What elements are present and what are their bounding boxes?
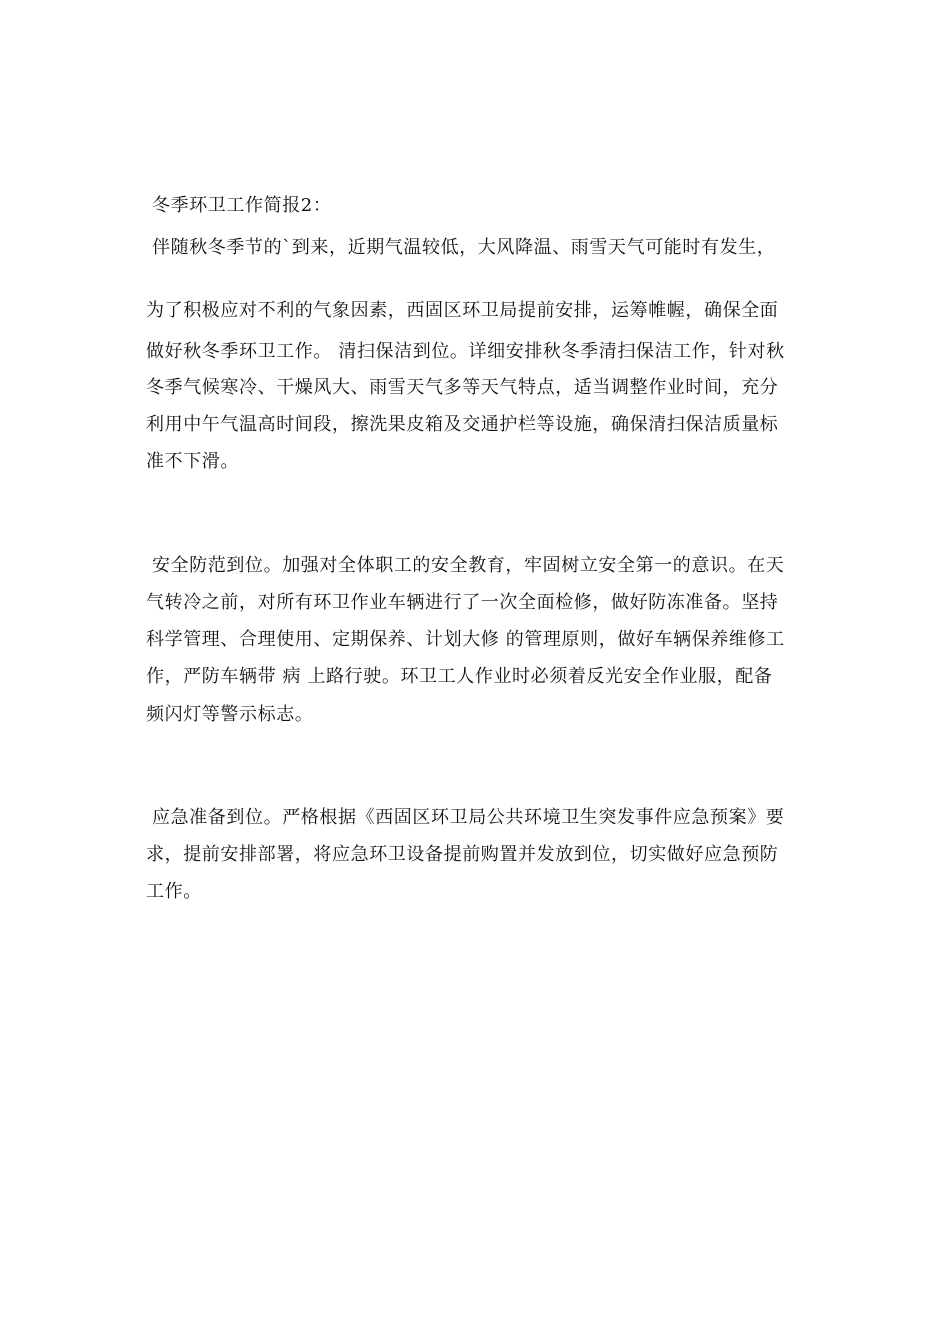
paragraph-2-line-5: 频闪灯等警示标志。 bbox=[146, 704, 314, 725]
paragraph-2-line-4: 作，严防车辆带 病 上路行驶。环卫工人作业时必须着反光安全作业服，配备 bbox=[146, 666, 773, 687]
paragraph-2-line-1: 安全防范到位。加强对全体职工的安全教育，牢固树立安全第一的意识。在天 bbox=[152, 555, 785, 576]
paragraph-1-line-6: 准不下滑。 bbox=[146, 451, 239, 472]
paragraph-1-line-4: 冬季气候寒冷、干燥风大、雨雪天气多等天气特点，适当调整作业时间，充分 bbox=[146, 377, 779, 398]
paragraph-2-line-3: 科学管理、合理使用、定期保养、计划大修 的管理原则，做好车辆保养维修工 bbox=[146, 629, 785, 650]
paragraph-1-line-5: 利用中午气温高时间段，擦洗果皮箱及交通护栏等设施，确保清扫保洁质量标 bbox=[146, 414, 779, 435]
paragraph-2-line-2: 气转冷之前，对所有环卫作业车辆进行了一次全面检修，做好防冻准备。坚持 bbox=[146, 592, 779, 613]
paragraph-1-line-2: 为了积极应对不利的气象因素，西固区环卫局提前安排，运筹帷幄，确保全面 bbox=[146, 300, 779, 321]
paragraph-3-line-2: 求，提前安排部署，将应急环卫设备提前购置并发放到位，切实做好应急预防 bbox=[146, 844, 779, 865]
document-title: 冬季环卫工作简报2： bbox=[152, 195, 332, 216]
paragraph-3-line-1: 应急准备到位。严格根据《西固区环卫局公共环境卫生突发事件应急预案》要 bbox=[152, 807, 785, 828]
paragraph-1-line-3: 做好秋冬季环卫工作。 清扫保洁到位。详细安排秋冬季清扫保洁工作，针对秋 bbox=[146, 341, 785, 362]
paragraph-3-line-3: 工作。 bbox=[146, 881, 202, 902]
paragraph-1-line-1: 伴随秋冬季节的`到来，近期气温较低，大风降温、雨雪天气可能时有发生， bbox=[152, 237, 776, 258]
